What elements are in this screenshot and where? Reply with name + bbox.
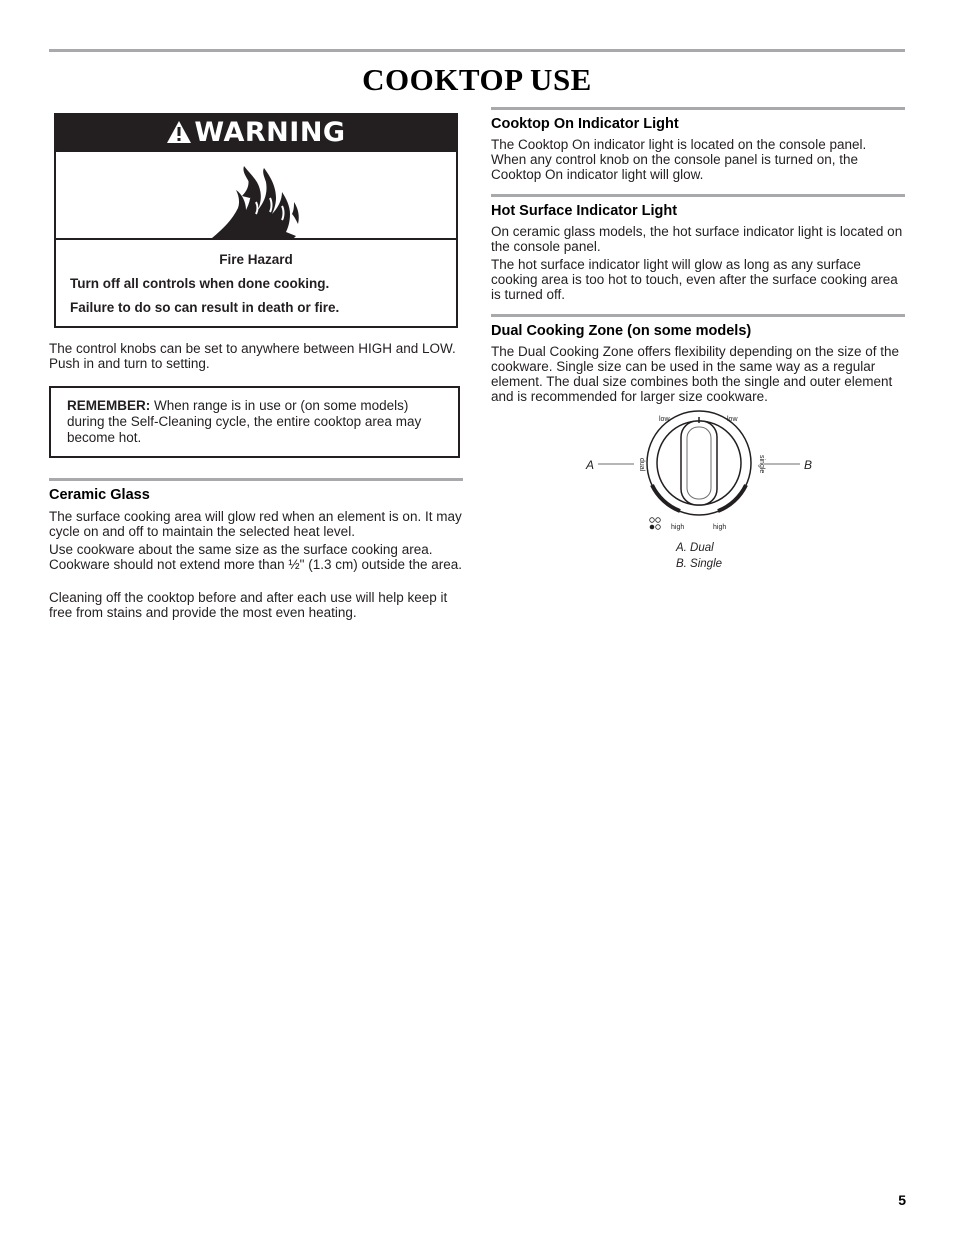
high-left-label: high <box>671 524 685 531</box>
intro-paragraph: The control knobs can be set to anywhere between HIGH and LOW. Push in and turn to setting. <box>49 341 456 371</box>
cooktop-on-heading: Cooktop On Indicator Light <box>491 116 679 132</box>
page-number: 5 <box>898 1192 906 1208</box>
ceramic-glass-para-2: Use cookware about the same size as the surface cooking area. Cookware should not extend more than ½" (1.3 cm) outside the area. <box>49 542 463 572</box>
hot-surface-heading: Hot Surface Indicator Light <box>491 203 678 219</box>
dual-zone-knob-diagram <box>560 405 840 540</box>
indicator-circle <box>656 518 661 523</box>
hot-surface-para-1: On ceramic glass models, the hot surface indicator light is located on the console panel. <box>491 224 903 254</box>
caption-single: B. Single <box>676 558 723 570</box>
page-title: COOKTOP USE <box>362 62 592 97</box>
ceramic-glass-rule <box>49 478 463 481</box>
warning-box <box>54 113 458 328</box>
dual-zone-rule <box>491 314 905 317</box>
remember-box <box>49 386 460 458</box>
ceramic-glass-para-3: Cleaning off the cooktop before and after each use will help keep it free from stains and provide the most even heating. <box>49 590 448 620</box>
knob-grip <box>681 421 717 505</box>
indicator-circle <box>656 525 661 530</box>
cooktop-on-rule <box>491 107 905 110</box>
caption-dual: A. Dual <box>676 542 714 554</box>
ceramic-glass-heading: Ceramic Glass <box>49 487 150 503</box>
high-right-label: high <box>713 524 727 531</box>
indicator-circle <box>650 518 655 523</box>
remember-text <box>67 398 447 446</box>
indicator-circle-filled <box>650 525 655 530</box>
hot-surface-rule <box>491 194 905 197</box>
warning-title: WARNING <box>194 117 346 148</box>
fire-hazard-icon <box>206 162 306 242</box>
warning-triangle-icon <box>166 120 192 144</box>
label-b: B <box>804 458 813 472</box>
dual-label: dual <box>638 458 645 472</box>
warning-line-2: Failure to do so can result in death or fire. <box>70 300 340 315</box>
ceramic-glass-para-1: The surface cooking area will glow red when an element is on. It may cycle on and off to maintain the selected heat level. <box>49 509 462 539</box>
dual-zone-para-1: The Dual Cooking Zone offers flexibility depending on the size of the cookware. Single size can be used in the same way as a regular element. The dual size combines both the single and outer element and is recommended for larger size cookware. <box>491 344 899 404</box>
low-right-label: low <box>727 416 738 423</box>
warning-icon-area <box>56 152 456 240</box>
warning-line-1: Turn off all controls when done cooking. <box>70 276 330 291</box>
warning-hazard-label: Fire Hazard <box>219 252 293 267</box>
top-rule <box>49 49 905 52</box>
remember-label: REMEMBER: <box>67 398 151 413</box>
low-left-label: low <box>659 416 670 423</box>
label-a: A <box>586 458 595 472</box>
dual-zone-heading: Dual Cooking Zone (on some models) <box>491 323 752 339</box>
single-label: single <box>758 455 765 474</box>
remember-body: When range is in use or (on some models) during the Self-Cleaning cycle, the entire cooktop area may become hot. <box>67 398 422 445</box>
warning-header <box>56 115 456 152</box>
cooktop-on-para-1: The Cooktop On indicator light is located on the console panel. When any control knob on the console panel is turned on, the Cooktop On indicator light will glow. <box>491 137 867 182</box>
hot-surface-para-2: The hot surface indicator light will glow as long as any surface cooking area is too hot to touch, even after the surface cooking area is turned off. <box>491 257 898 302</box>
